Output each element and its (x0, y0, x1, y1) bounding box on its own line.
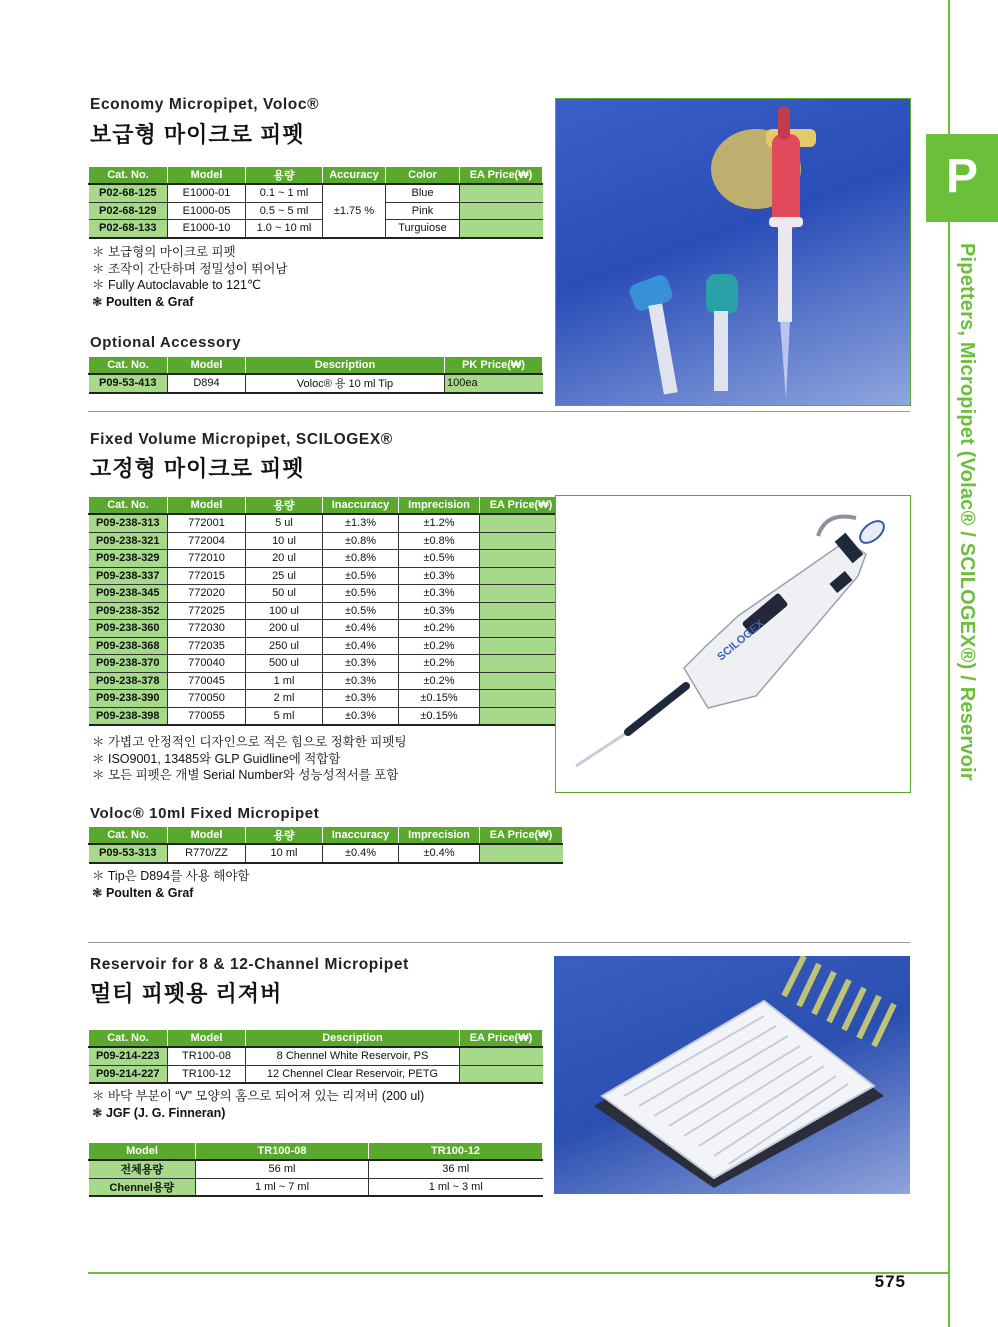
model: 772004 (168, 532, 246, 550)
pk-price: 100ea (445, 374, 543, 393)
voloc10-title: Voloc® 10ml Fixed Micropipet (90, 805, 320, 822)
imprecision: ±0.15% (399, 707, 480, 725)
col-model: Model (168, 357, 246, 375)
description: 12 Chennel Clear Reservoir, PETG (246, 1065, 460, 1083)
col-cat-no: Cat. No. (89, 167, 168, 185)
table-row (89, 690, 563, 708)
brand-label: SCILOGEX (715, 617, 767, 664)
col-volume: 용량 (246, 827, 323, 845)
spec-label: 전체용량 (89, 1160, 196, 1178)
table-row (89, 514, 563, 532)
col-color: Color (386, 167, 460, 185)
model: 772025 (168, 602, 246, 620)
cat-no: P09-238-378 (89, 672, 168, 690)
table-row (89, 844, 563, 863)
volume: 0.5 ~ 5 ml (246, 202, 323, 220)
table-row (89, 1178, 543, 1196)
cat-no: P09-238-313 (89, 514, 168, 532)
manufacturer-note: ❃ Poulten & Graf (92, 294, 194, 309)
model: 770055 (168, 707, 246, 725)
inaccuracy: ±0.3% (323, 672, 399, 690)
price (480, 567, 563, 585)
table-row (89, 672, 563, 690)
section-divider (88, 942, 910, 943)
price (480, 532, 563, 550)
cat-no: P09-238-360 (89, 620, 168, 638)
vertical-section-title: Pipetters, Micropipet (Volac® / SCILOGEX®) / Reservoir (956, 243, 978, 781)
pipette-photo-illustration (556, 99, 910, 405)
note: ＊ Fully Autoclavable to 121℃ (92, 278, 261, 293)
voloc10-table (88, 826, 563, 864)
economy-title-kr: 보급형 마이크로 피펫 (90, 122, 305, 147)
col-volume: 용량 (246, 497, 323, 515)
imprecision: ±0.2% (399, 655, 480, 673)
volume: 2 ml (246, 690, 323, 708)
col-imprecision: Imprecision (399, 497, 480, 515)
col-model: Model (89, 1143, 196, 1161)
note: ＊ 바닥 부분이 “V” 모양의 홈으로 되어져 있는 리져버 (200 ul) (92, 1089, 425, 1103)
inaccuracy: ±0.4% (323, 637, 399, 655)
imprecision: ±0.5% (399, 550, 480, 568)
inaccuracy: ±0.4% (323, 620, 399, 638)
col-model: Model (168, 167, 246, 185)
table-row (89, 202, 543, 220)
col-inaccuracy: Inaccuracy (323, 497, 399, 515)
spec-value: 1 ml ~ 7 ml (196, 1178, 369, 1196)
reservoir-spec-table (88, 1142, 543, 1197)
accessory-title: Optional Accessory (90, 334, 242, 351)
cat-no: P09-238-352 (89, 602, 168, 620)
col-volume: 용량 (246, 167, 323, 185)
price (460, 202, 543, 220)
model: E1000-05 (168, 202, 246, 220)
spec-value: 56 ml (196, 1160, 369, 1178)
imprecision: ±0.2% (399, 620, 480, 638)
reservoir-illustration (554, 956, 910, 1194)
table-row (89, 1160, 543, 1178)
spec-label: Chennel용량 (89, 1178, 196, 1196)
cat-no: P09-238-390 (89, 690, 168, 708)
page-number: 575 (874, 1272, 906, 1291)
note: ＊ 보급형의 마이크로 피펫 (92, 245, 236, 259)
model: D894 (168, 374, 246, 393)
model: 770050 (168, 690, 246, 708)
imprecision: ±0.2% (399, 672, 480, 690)
model: 772020 (168, 585, 246, 603)
price (480, 585, 563, 603)
cat-no: P02-68-125 (89, 184, 168, 202)
price (460, 220, 543, 238)
reservoir-title-kr: 멀티 피펫용 리져버 (90, 981, 283, 1006)
col-accuracy: Accuracy (323, 167, 386, 185)
imprecision: ±0.8% (399, 532, 480, 550)
model: 772035 (168, 637, 246, 655)
table-row (89, 655, 563, 673)
model: E1000-10 (168, 220, 246, 238)
col-price: EA Price(₩) (480, 827, 563, 845)
model: TR100-12 (168, 1065, 246, 1083)
volume: 0.1 ~ 1 ml (246, 184, 323, 202)
table-row (89, 184, 543, 202)
volume: 200 ul (246, 620, 323, 638)
inaccuracy: ±0.5% (323, 602, 399, 620)
col-price: EA Price(₩) (480, 497, 563, 515)
cat-no: P09-238-345 (89, 585, 168, 603)
table-row (89, 374, 543, 393)
accuracy: ±1.75 % (323, 184, 386, 238)
model: R770/ZZ (168, 844, 246, 863)
economy-notes (92, 244, 287, 310)
col-inaccuracy: Inaccuracy (323, 827, 399, 845)
fixed-notes (92, 734, 407, 784)
col-description: Description (246, 1030, 460, 1048)
cat-no: P09-238-368 (89, 637, 168, 655)
cat-no: P09-214-227 (89, 1065, 168, 1083)
fixed-table (88, 496, 563, 726)
price (480, 550, 563, 568)
price (480, 602, 563, 620)
spec-value: 1 ml ~ 3 ml (369, 1178, 543, 1196)
volume: 10 ml (246, 844, 323, 863)
price (460, 184, 543, 202)
fixed-table-body (89, 514, 563, 725)
inaccuracy: ±0.8% (323, 532, 399, 550)
table-row (89, 707, 563, 725)
price (480, 844, 563, 863)
volume: 10 ul (246, 532, 323, 550)
price (480, 620, 563, 638)
note: ＊ 모든 피펫은 개별 Serial Number와 성능성적서를 포함 (92, 768, 399, 783)
model: 772030 (168, 620, 246, 638)
description: Voloc® 용 10 ml Tip (246, 374, 445, 393)
cat-no: P09-238-329 (89, 550, 168, 568)
cat-no: P09-238-398 (89, 707, 168, 725)
color: Blue (386, 184, 460, 202)
inaccuracy: ±0.5% (323, 567, 399, 585)
description: 8 Chennel White Reservoir, PS (246, 1047, 460, 1065)
inaccuracy: ±0.3% (323, 707, 399, 725)
col-model: Model (168, 1030, 246, 1048)
price (460, 1065, 543, 1083)
cat-no: P09-238-337 (89, 567, 168, 585)
table-row (89, 532, 563, 550)
table-row (89, 567, 563, 585)
cat-no: P09-238-321 (89, 532, 168, 550)
fixed-product-photo (555, 495, 911, 793)
imprecision: ±0.3% (399, 585, 480, 603)
volume: 100 ul (246, 602, 323, 620)
col-tr100-08: TR100-08 (196, 1143, 369, 1161)
model: 772015 (168, 567, 246, 585)
model: E1000-01 (168, 184, 246, 202)
price (480, 637, 563, 655)
note: ＊ ISO9001, 13485와 GLP Guidline에 적합함 (92, 751, 341, 766)
note: ＊ 조작이 간단하며 정밀성이 뛰어남 (92, 261, 288, 276)
table-row (89, 620, 563, 638)
cat-no: P09-53-413 (89, 374, 168, 393)
imprecision: ±0.3% (399, 602, 480, 620)
volume: 500 ul (246, 655, 323, 673)
price (480, 655, 563, 673)
price (480, 707, 563, 725)
economy-table (88, 166, 543, 239)
scilogex-pipette-illustration (556, 496, 910, 792)
reservoir-title-en: Reservoir for 8 & 12-Channel Micropipet (90, 956, 409, 973)
table-row (89, 1047, 543, 1065)
inaccuracy: ±1.3% (323, 514, 399, 532)
inaccuracy: ±0.5% (323, 585, 399, 603)
col-cat-no: Cat. No. (89, 827, 168, 845)
model: 770045 (168, 672, 246, 690)
col-pk-price: PK Price(₩) (445, 357, 543, 375)
reservoir-product-photo (554, 956, 910, 1194)
spec-value: 36 ml (369, 1160, 543, 1178)
cat-no: P09-53-313 (89, 844, 168, 863)
inaccuracy: ±0.3% (323, 690, 399, 708)
inaccuracy: ±0.3% (323, 655, 399, 673)
price (480, 672, 563, 690)
inaccuracy: ±0.8% (323, 550, 399, 568)
section-tab: P (926, 134, 998, 222)
table-row (89, 550, 563, 568)
reservoir-table (88, 1029, 543, 1084)
imprecision: ±1.2% (399, 514, 480, 532)
voloc10-notes (92, 868, 249, 901)
imprecision: ±0.15% (399, 690, 480, 708)
accessory-table (88, 356, 543, 394)
price (460, 1047, 543, 1065)
price (480, 514, 563, 532)
col-description: Description (246, 357, 445, 375)
col-imprecision: Imprecision (399, 827, 480, 845)
volume: 5 ml (246, 707, 323, 725)
color: Turguiose (386, 220, 460, 238)
manufacturer-note: ❃ Poulten & Graf (92, 885, 194, 900)
table-row (89, 220, 543, 238)
section-divider (88, 411, 910, 412)
note: ＊ 가볍고 안정적인 디자인으로 적은 힘으로 정확한 피펫팅 (92, 735, 407, 749)
col-tr100-12: TR100-12 (369, 1143, 543, 1161)
manufacturer-note: ❃ JGF (J. G. Finneran) (92, 1105, 226, 1120)
economy-product-photo (555, 98, 911, 406)
reservoir-notes (92, 1088, 424, 1121)
volume: 20 ul (246, 550, 323, 568)
cat-no: P09-238-370 (89, 655, 168, 673)
color: Pink (386, 202, 460, 220)
col-price: EA Price(₩) (460, 167, 543, 185)
inaccuracy: ±0.4% (323, 844, 399, 863)
model: TR100-08 (168, 1047, 246, 1065)
volume: 5 ul (246, 514, 323, 532)
table-row (89, 637, 563, 655)
volume: 50 ul (246, 585, 323, 603)
imprecision: ±0.3% (399, 567, 480, 585)
volume: 1 ml (246, 672, 323, 690)
model: 770040 (168, 655, 246, 673)
volume: 250 ul (246, 637, 323, 655)
table-row (89, 602, 563, 620)
table-row (89, 585, 563, 603)
cat-no: P02-68-133 (89, 220, 168, 238)
fixed-title-en: Fixed Volume Micropipet, SCILOGEX® (90, 431, 393, 448)
volume: 1.0 ~ 10 ml (246, 220, 323, 238)
footer-rule (88, 1272, 948, 1274)
col-cat-no: Cat. No. (89, 1030, 168, 1048)
fixed-title-kr: 고정형 마이크로 피펫 (90, 456, 305, 481)
col-model: Model (168, 827, 246, 845)
col-model: Model (168, 497, 246, 515)
model: 772001 (168, 514, 246, 532)
imprecision: ±0.2% (399, 637, 480, 655)
volume: 25 ul (246, 567, 323, 585)
model: 772010 (168, 550, 246, 568)
price (480, 690, 563, 708)
cat-no: P02-68-129 (89, 202, 168, 220)
cat-no: P09-214-223 (89, 1047, 168, 1065)
table-row (89, 1065, 543, 1083)
col-cat-no: Cat. No. (89, 497, 168, 515)
col-price: EA Price(₩) (460, 1030, 543, 1048)
imprecision: ±0.4% (399, 844, 480, 863)
col-cat-no: Cat. No. (89, 357, 168, 375)
note: ＊ Tip은 D894를 사용 해야함 (92, 869, 250, 883)
economy-title-en: Economy Micropipet, Voloc® (90, 96, 320, 113)
